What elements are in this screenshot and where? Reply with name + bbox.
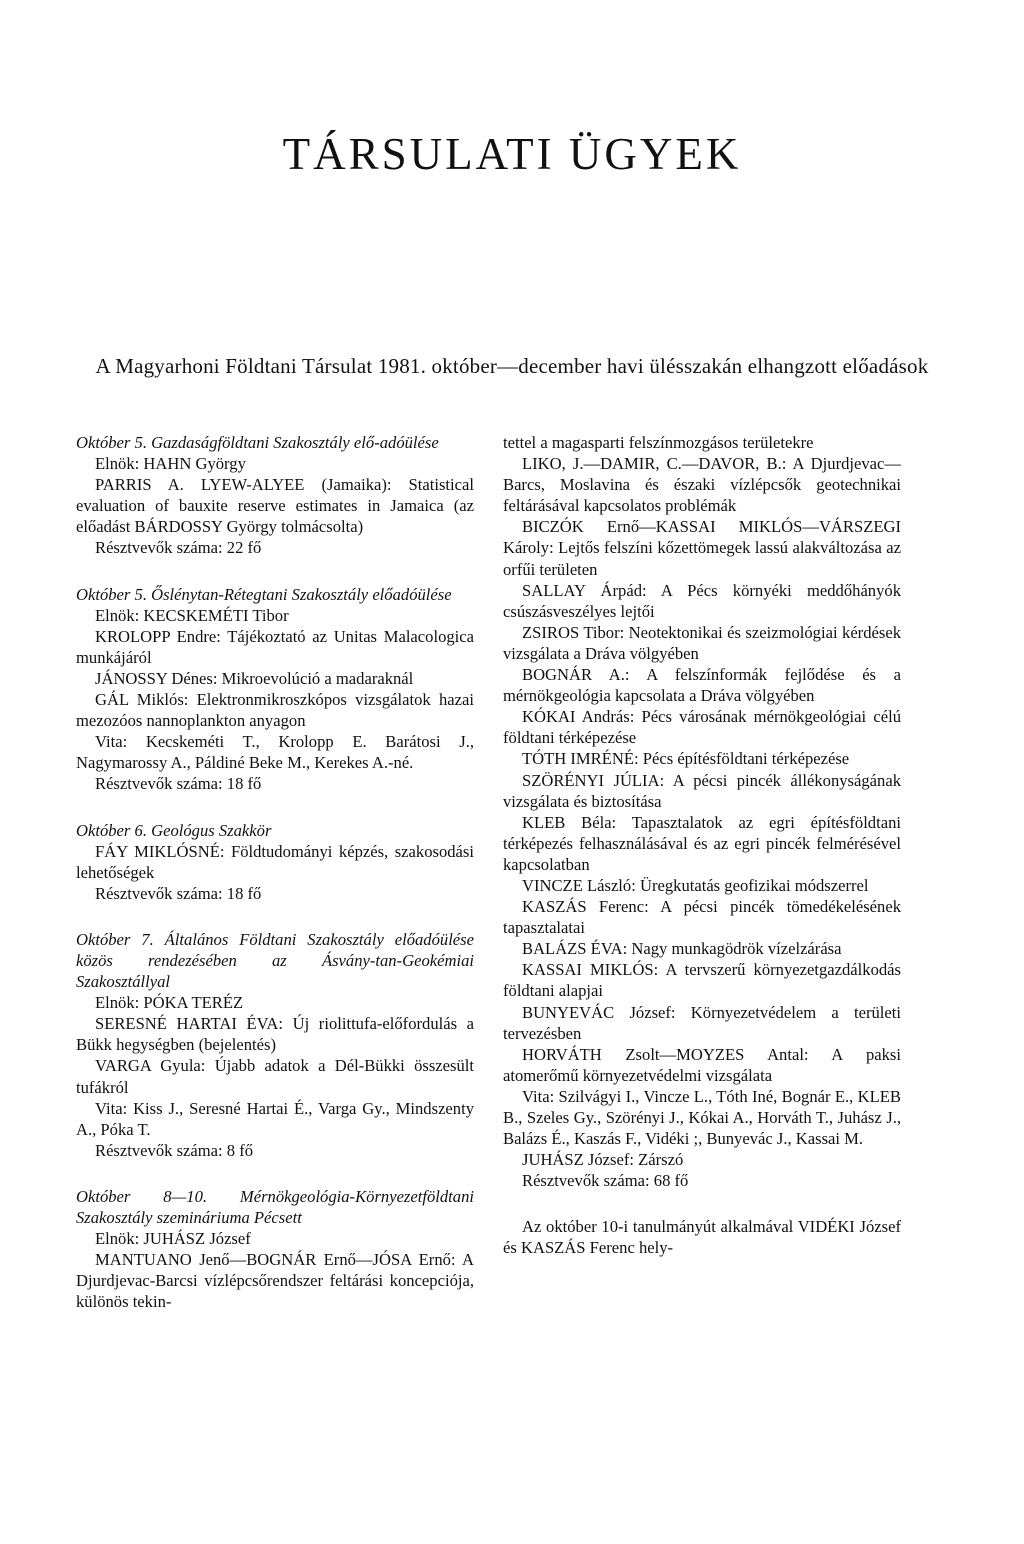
entry-line: KLEB Béla: Tapasztalatok az egri építésföldtani térképezés felhasználásával és az egri pincék felmérésével kapcsolatban [503,812,901,874]
entry-line: VINCZE László: Üregkutatás geofizikai módszerrel [522,875,869,895]
entry-line: BOGNÁR A.: A felszínformák fejlődése és a mérnökgeológia kapcsolata a Dráva völgyében [503,665,901,706]
report-section [76,1186,474,1313]
entry-line: KASZÁS Ferenc: A pécsi pincék tömedékelésének tapasztalatai [503,897,901,938]
left-column [76,432,474,1337]
entry-line: SZÖRÉNYI JÚLIA: A pécsi pincék állékonyságának vizsgálata és biztosítása [503,770,901,811]
report-section [503,1216,901,1258]
section-heading: Október 6. Geológus Szakkör [76,820,272,840]
section-heading: Október 7. Általános Földtani Szakosztály előadóülése közös rendezésében az Ásvány-tan-Geokémiai Szakosztállyal [76,929,474,992]
entry-line: Elnök: HAHN György [95,454,246,474]
entry-line: KASSAI MIKLÓS: A tervszerű környezetgazdálkodás földtani alapjai [503,960,901,1001]
entry-line: HORVÁTH Zsolt—MOYZES Antal: A paksi atomerőmű környezetvédelmi vizsgálata [503,1044,901,1085]
report-section [503,432,901,1191]
entry-line: Elnök: JUHÁSZ József [95,1229,251,1249]
entry-line: LIKO, J.—DAMIR, C.—DAVOR, B.: A Djurdjevac—Barcs, Moslavina és északi vízlépcsők geotechnikai feltárásával kapcsolatos problémák [503,454,901,516]
right-column [503,432,901,1284]
entry-line: Résztvevők száma: 22 fő [95,538,262,558]
section-heading: Október 8—10. Mérnökgeológia-Környezetföldtani Szakosztály szemináriuma Pécsett [76,1186,474,1227]
section-heading: Október 5. Őslénytan-Rétegtani Szakosztály előadóülése [76,584,452,604]
entry-line: Résztvevők száma: 68 fő [522,1171,689,1191]
entry-line: BALÁZS ÉVA: Nagy munkagödrök vízelzárása [522,939,842,959]
page-subtitle: A Magyarhoni Földtani Társulat 1981. október—december havi ülésszakán elhangzott előadások [95,354,929,378]
entry-line: VARGA Gyula: Újabb adatok a Dél-Bükki összesült tufákról [76,1056,474,1097]
entry-line: Vita: Szilvágyi I., Vincze L., Tóth Iné, Bognár E., KLEB B., Szeles Gy., Szörényi J., Kókai A., Horváth T., Juhász J., Balázs É., Kaszás F., Vidéki ;, Bunyevác J., Kassai M. [503,1086,901,1149]
entry-line: Vita: Kiss J., Seresné Hartai É., Varga Gy., Mindszenty A., Póka T. [76,1098,474,1139]
entry-line: KÓKAI András: Pécs városának mérnökgeológiai célú földtani térképezése [503,707,901,748]
report-section [76,929,474,1161]
entry-line: BICZÓK Ernő—KASSAI MIKLÓS—VÁRSZEGI Károly: Lejtős felszíni kőzettömegek lassú alakváltozása az orfűi területen [503,517,901,579]
entry-line: Résztvevők száma: 18 fő [95,774,262,794]
entry-line: Elnök: PÓKA TERÉZ [95,993,244,1013]
page-title: TÁRSULATI ÜGYEK [282,129,742,179]
entry-line: JÁNOSSY Dénes: Mikroevolúció a madaraknál [95,668,414,688]
entry-line: FÁY MIKLÓSNÉ: Földtudományi képzés, szakosodási lehetőségek [76,841,474,882]
section-heading: Október 5. Gazdaságföldtani Szakosztály elő-adóülése [76,433,439,452]
entry-line: Vita: Kecskeméti T., Krolopp E. Barátosi J., Nagymarossy A., Páldiné Beke M., Kerekes A.-né. [76,732,474,773]
entry-line: Résztvevők száma: 8 fő [95,1140,254,1160]
entry-line: SALLAY Árpád: A Pécs környéki meddőhányók csúszásveszélyes lejtői [503,580,901,621]
entry-line: TÓTH IMRÉNÉ: Pécs építésföldtani térképezése [522,749,850,769]
entry-line: Elnök: KECSKEMÉTI Tibor [95,605,289,625]
report-section [76,584,474,795]
report-section [76,432,474,559]
entry-line: BUNYEVÁC József: Környezetvédelem a területi tervezésben [503,1002,901,1043]
report-section [76,820,474,904]
entry-line: Résztvevők száma: 18 fő [95,883,262,903]
entry-line: GÁL Miklós: Elektronmikroszkópos vizsgálatok hazai mezozóos nannoplankton anyagon [76,690,474,731]
entry-line: ZSIROS Tibor: Neotektonikai és szeizmológiai kérdések vizsgálata a Dráva völgyében [503,622,901,663]
entry-line: Az október 10-i tanulmányút alkalmával VIDÉKI József és KASZÁS Ferenc hely- [503,1217,901,1258]
entry-line: KROLOPP Endre: Tájékoztató az Unitas Malacologica munkájáról [76,626,474,667]
entry-line: PARRIS A. LYEW-ALYEE (Jamaika): Statistical evaluation of bauxite reserve estimates in Jamaica (az előadást BÁRDOSSY György tolmácsolta) [76,475,474,537]
entry-line: MANTUANO Jenő—BOGNÁR Ernő—JÓSA Ernő: A Djurdjevac-Barcsi vízlépcsőrendszer feltárási koncepciója, különös tekin- [76,1250,474,1312]
entry-line: SERESNÉ HARTAI ÉVA: Új riolittufa-előfordulás a Bükk hegységben (bejelentés) [76,1014,474,1055]
entry-line: JUHÁSZ József: Zárszó [522,1150,684,1170]
entry-line: tettel a magasparti felszínmozgásos területekre [503,433,814,452]
